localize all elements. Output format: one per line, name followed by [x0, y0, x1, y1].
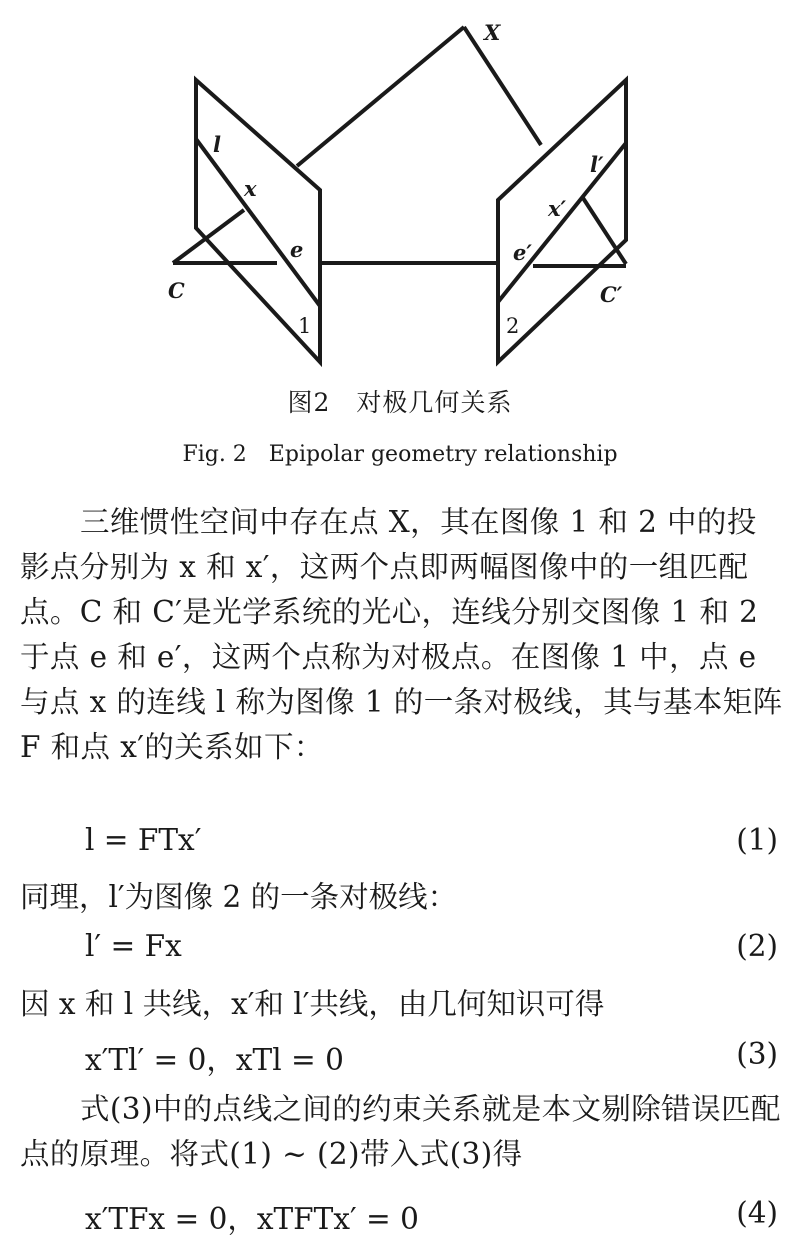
label-C-prime: C′	[600, 282, 623, 307]
label-X: X	[484, 20, 501, 45]
label-C: C	[168, 278, 185, 303]
equation-2: l′ = Fx	[85, 929, 182, 963]
ray-x-to-X	[297, 27, 464, 166]
equation-3-number: (3)	[736, 1037, 778, 1071]
label-l: l	[213, 132, 221, 157]
ray-c-to-x	[173, 210, 244, 263]
epipolar-line-l-prime	[498, 143, 626, 302]
paragraph-4: 式(3)中的点线之间的约束关系就是本文剔除错误匹配点的原理。将式(1) ~ (2)带入式(3)得	[20, 1092, 781, 1171]
text-line-2: 同理，l′为图像 2 的一条对极线：	[20, 880, 458, 914]
equation-2-number: (2)	[736, 929, 778, 963]
equation-4: x′TFx = 0，xTFTx′ = 0	[85, 1202, 419, 1236]
label-x: x	[244, 176, 257, 201]
figure-caption-english: Fig. 2 Epipolar geometry relationship	[182, 442, 618, 467]
ray-c2-segment	[583, 198, 626, 264]
label-image-1: 1	[298, 314, 312, 338]
equation-1: l = FTx′	[85, 823, 202, 857]
equation-1-number: (1)	[736, 823, 778, 857]
epipolar-figure	[0, 0, 800, 380]
text-line-3: 因 x 和 l 共线，x′和 l′共线，由几何知识可得	[20, 987, 605, 1021]
label-x-prime: x′	[548, 196, 567, 221]
figure-caption-chinese: 图2 对极几何关系	[287, 388, 513, 417]
label-e-prime: e′	[513, 240, 532, 265]
equation-4-number: (4)	[736, 1196, 778, 1230]
label-l-prime: l′	[590, 152, 604, 177]
equation-3: x′Tl′ = 0，xTl = 0	[85, 1043, 344, 1077]
epipolar-diagram	[0, 0, 800, 380]
paragraph-1: 三维惯性空间中存在点 X，其在图像 1 和 2 中的投影点分别为 x 和 x′，这两个点即两幅图像中的一组匹配点。C 和 C′是光学系统的光心，连线分别交图像 1 和 2 于点 e 和 e′，这两个点称为对极点。在图像 1 中，点 e 与点 x 的连线 l 称为图像 1 的一条对极线，其与基本矩阵 F 和点 x′的关系如下：	[20, 505, 783, 764]
label-e: e	[290, 237, 304, 262]
label-image-2: 2	[506, 314, 520, 338]
ray-X-to-c2	[464, 27, 541, 145]
